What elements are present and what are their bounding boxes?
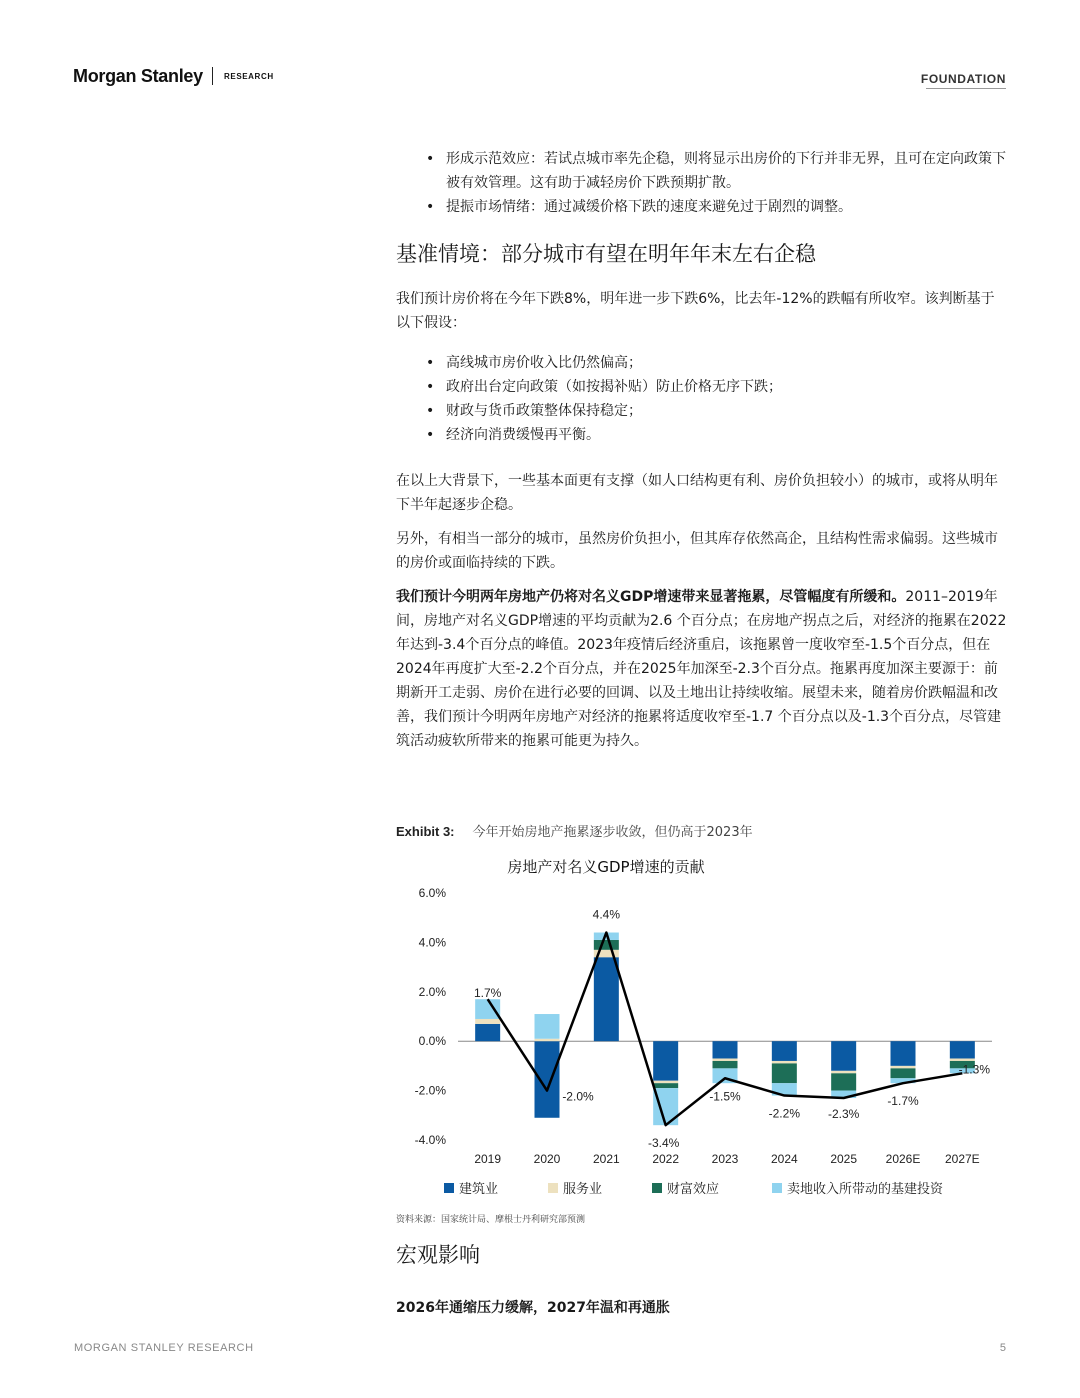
data-label: -1.7% bbox=[887, 1094, 919, 1109]
y-tick-label: 4.0% bbox=[418, 935, 446, 950]
data-label: 1.7% bbox=[473, 986, 502, 1001]
gdp-contribution-chart bbox=[396, 850, 1008, 1210]
x-tick-label: 2026E bbox=[885, 1152, 921, 1166]
x-tick-label: 2020 bbox=[533, 1152, 561, 1166]
x-axis bbox=[474, 1152, 979, 1166]
x-tick-label: 2027E bbox=[944, 1152, 980, 1166]
bar-segment bbox=[653, 1083, 678, 1088]
header-divider bbox=[212, 67, 213, 85]
section-heading-macro: 宏观影响 bbox=[396, 1243, 480, 1267]
x-tick-label: 2021 bbox=[592, 1152, 620, 1166]
legend-label: 建筑业 bbox=[459, 1182, 499, 1197]
x-tick-label: 2019 bbox=[474, 1152, 502, 1166]
bar-segment bbox=[535, 1041, 560, 1118]
data-label: -1.3% bbox=[958, 1062, 991, 1077]
legend-label: 财富效应 bbox=[667, 1182, 720, 1197]
chart-title: 房地产对名义GDP增速的贡献 bbox=[507, 858, 705, 876]
brand-logo: Morgan Stanley bbox=[73, 66, 203, 86]
exhibit-title: 今年开始房地产拖累逐步收敛，但仍高于2023年 bbox=[472, 825, 753, 840]
legend-label: 服务业 bbox=[563, 1182, 603, 1197]
data-label: -3.4% bbox=[647, 1136, 680, 1151]
y-tick-label: 2.0% bbox=[418, 984, 446, 999]
bar-segment bbox=[475, 1024, 500, 1041]
x-tick-label: 2023 bbox=[711, 1152, 739, 1166]
bar-segment bbox=[535, 1039, 560, 1041]
list-item: • 经济向消费缓慢再平衡。 bbox=[396, 423, 1008, 447]
bar-segment bbox=[950, 1041, 975, 1058]
paragraph-body: 2011–2019年间，房地产对名义GDP增速的平均贡献为2.6 个百分点；在房地产拐点之后，对经济的拖累在2022年达到-3.4个百分点的峰值。2023年疫情后经济重启，该拖累曾一度收窄至-1.5个百分点，但在2024年再度扩大至-2.2个百分点，并在2025年加深至-2.3个百分点。拖累再度加深主要源于：前期新开工走弱、房价在进行必要的回调、以及土地出让持续收缩。展望未来，随着房价跌幅温和改善，我们预计今明两年房地产对经济的拖累将适度收窄至-1.7 个百分点以及-1.3个百分点，尽管建筑活动疲软所带来的拖累可能更为持久。 bbox=[396, 589, 1007, 749]
chart-legend bbox=[444, 1181, 944, 1197]
header-section: RESEARCH bbox=[224, 72, 274, 81]
subheading: 2026年通缩压力缓解，2027年温和再通胀 bbox=[396, 1300, 670, 1316]
bar-segment bbox=[772, 1041, 797, 1061]
paragraph: 我们预计房价将在今年下跌8%，明年进一步下跌6%，比去年-12%的跌幅有所收窄。该判断基于以下假设： bbox=[396, 291, 995, 331]
bullet-list-top bbox=[396, 147, 1008, 219]
paragraph-gdp-drag bbox=[396, 585, 1008, 753]
section-heading-baseline: 基准情境：部分城市有望在明年年末左右企稳 bbox=[396, 242, 816, 266]
bullet-list-assumptions bbox=[396, 351, 1008, 447]
bar-segment bbox=[713, 1041, 738, 1058]
data-label: 4.4% bbox=[592, 907, 621, 922]
bar-segment bbox=[772, 1063, 797, 1083]
legend-swatch bbox=[444, 1183, 454, 1193]
data-label: -1.5% bbox=[709, 1089, 741, 1104]
list-item: • 提振市场情绪：通过减缓价格下跌的速度来避免过于剧烈的调整。 bbox=[396, 195, 1008, 219]
x-tick-label: 2022 bbox=[652, 1152, 680, 1166]
bar-segment bbox=[475, 1019, 500, 1024]
y-tick-label: -2.0% bbox=[414, 1083, 446, 1098]
bar-segment bbox=[831, 1071, 856, 1073]
y-tick-label: 6.0% bbox=[418, 886, 446, 900]
header-series: FOUNDATION bbox=[920, 72, 1006, 86]
bar-segment bbox=[831, 1073, 856, 1090]
bar-segment bbox=[653, 1081, 678, 1083]
bar-segment bbox=[891, 1066, 916, 1068]
legend-label: 卖地收入所带动的基建投资 bbox=[787, 1182, 944, 1197]
bar-segment bbox=[594, 940, 619, 950]
y-tick-label: -4.0% bbox=[414, 1133, 446, 1147]
page-number: 5 bbox=[999, 1342, 1006, 1354]
bar-segment bbox=[653, 1041, 678, 1081]
y-tick-label: 0.0% bbox=[418, 1034, 446, 1049]
list-item: • 政府出台定向政策（如按揭补贴）防止价格无序下跌； bbox=[396, 375, 1008, 399]
chart-source: 资料来源：国家统计局、摩根士丹利研究部预测 bbox=[396, 1215, 586, 1225]
bar-segment bbox=[831, 1041, 856, 1071]
x-tick-label: 2024 bbox=[770, 1152, 798, 1166]
list-item: • 财政与货币政策整体保持稳定； bbox=[396, 399, 1008, 423]
x-tick-label: 2025 bbox=[830, 1152, 858, 1166]
paragraph-lead: 我们预计今明两年房地产仍将对名义GDP增速带来显著拖累，尽管幅度有所缓和。 bbox=[396, 589, 906, 605]
bar-segment bbox=[713, 1058, 738, 1060]
list-item: • 高线城市房价收入比仍然偏高； bbox=[396, 351, 1008, 375]
bar-segment bbox=[594, 957, 619, 1041]
legend-swatch bbox=[772, 1183, 782, 1193]
main-content bbox=[396, 147, 1008, 753]
bar-segment bbox=[891, 1041, 916, 1066]
bar-segment bbox=[535, 1014, 560, 1039]
exhibit-caption bbox=[396, 822, 753, 843]
bar-segment bbox=[475, 999, 500, 1019]
legend-swatch bbox=[548, 1183, 558, 1193]
data-label: -2.0% bbox=[562, 1089, 594, 1104]
header-rule bbox=[926, 88, 1006, 89]
list-item: • 形成示范效应：若试点城市率先企稳，则将显示出房价的下行并非无界，且可在定向政策下被有效管理。这有助于减轻房价下跌预期扩散。 bbox=[396, 147, 1008, 195]
bar-segment bbox=[891, 1068, 916, 1078]
data-label: -2.2% bbox=[768, 1106, 801, 1121]
footer-brand: MORGAN STANLEY RESEARCH bbox=[74, 1342, 254, 1354]
bar-segment bbox=[950, 1058, 975, 1060]
paragraph: 在以上大背景下，一些基本面更有支撑（如人口结构更有利、房价负担较小）的城市，或将从明年下半年起逐步企稳。 bbox=[396, 473, 998, 513]
bar-segment bbox=[713, 1061, 738, 1068]
bar-segment bbox=[772, 1061, 797, 1063]
legend-swatch bbox=[652, 1183, 662, 1193]
paragraph: 另外，有相当一部分的城市，虽然房价负担小，但其库存依然高企，且结构性需求偏弱。这些城市的房价或面临持续的下跌。 bbox=[396, 531, 998, 571]
data-label: -2.3% bbox=[827, 1107, 860, 1122]
exhibit-label: Exhibit 3: bbox=[396, 824, 455, 839]
